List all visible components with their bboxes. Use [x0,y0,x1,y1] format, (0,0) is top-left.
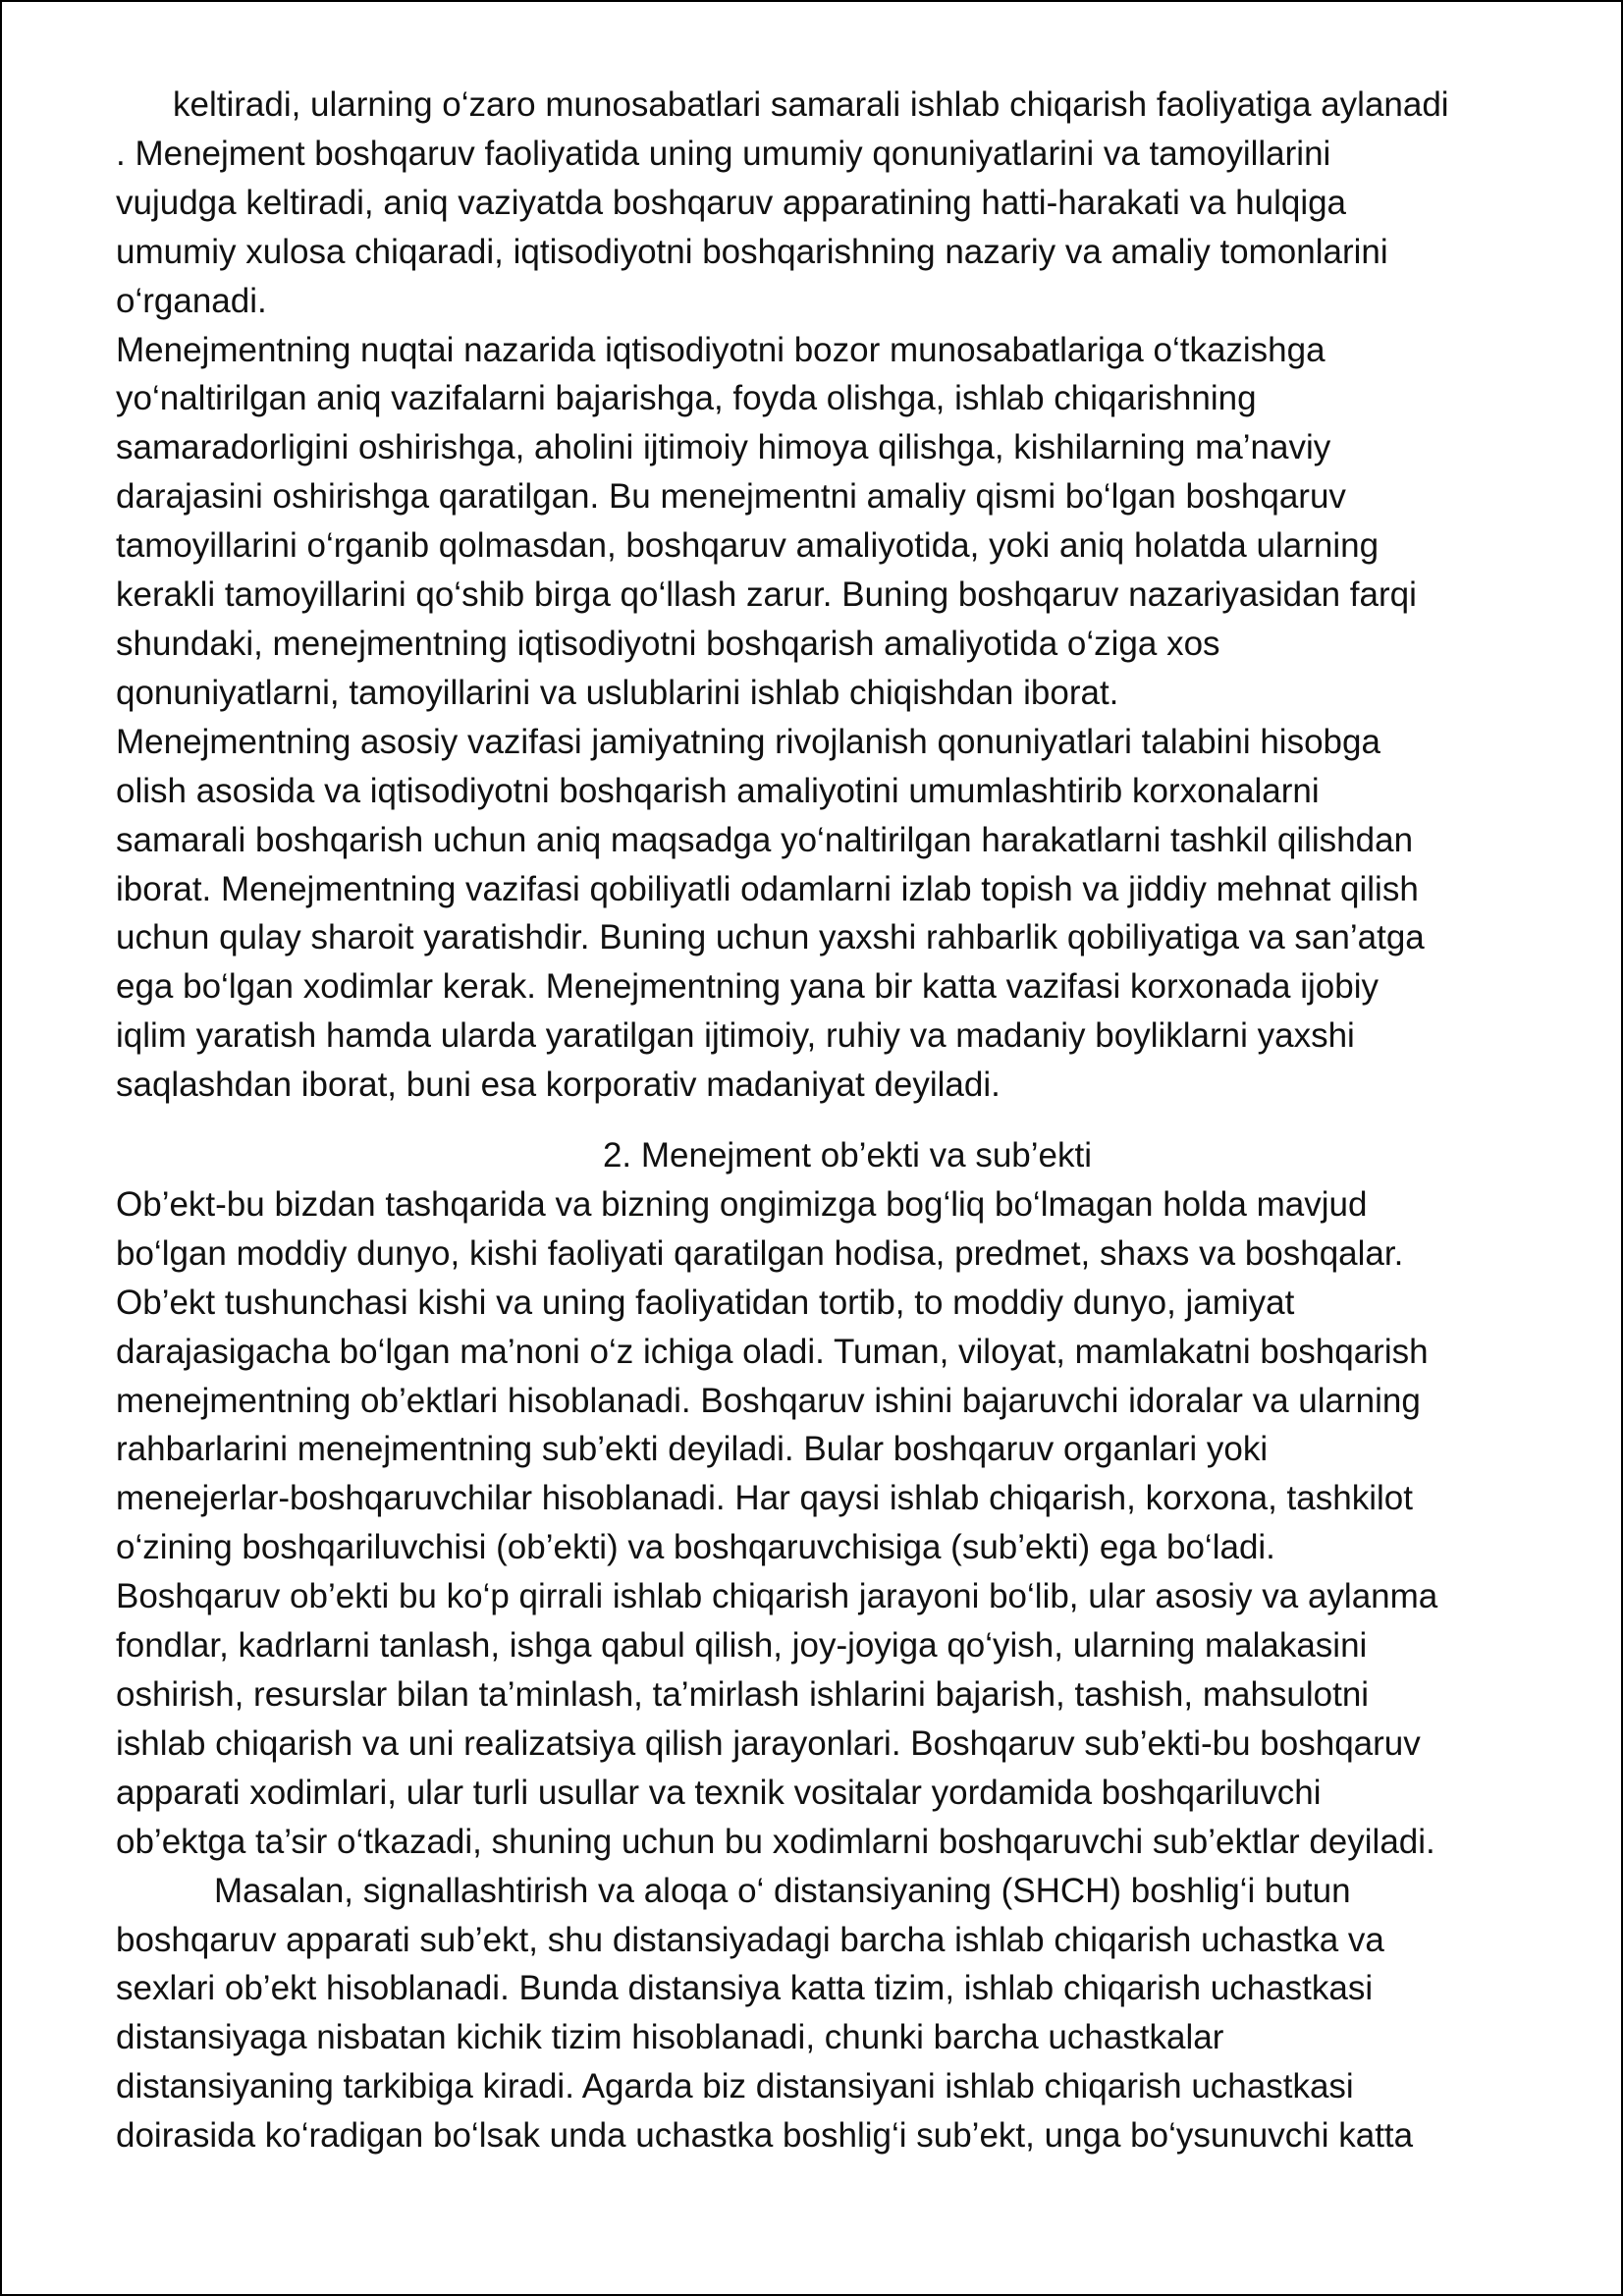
text-line: rahbarlarini menejmentning sub’ekti deyiladi. Bular boshqaruv organlari yoki [116,1430,1269,1469]
text-line: Masalan, signallashtirish va aloqa o‘ distansiyaning (SHCH) boshlig‘i butun [214,1871,1351,1910]
text-line: distansiyaga nisbatan kichik tizim hisoblanadi, chunki barcha uchastkalar [116,2018,1224,2057]
text-line: oshirish, resurslar bilan ta’minlash, ta’mirlash ishlarini bajarish, tashish, mahsulotni [116,1675,1370,1714]
text-line: o‘zining boshqariluvchisi (ob’ekti) va boshqaruvchisiga (sub’ekti) ega bo‘ladi. [116,1528,1275,1567]
text-line: doirasida ko‘radigan bo‘lsak unda uchastka boshlig‘i sub’ekt, unga bo‘ysunuvchi katta [116,2116,1414,2156]
text-line: saqlashdan iborat, buni esa korporativ madaniyat deyiladi. [116,1066,1001,1105]
text-line: qonuniyatlarni, tamoyillarini va uslublarini ishlab chiqishdan iborat. [116,673,1119,712]
text-line: tamoyillarini o‘rganib qolmasdan, boshqaruv amaliyotida, yoki aniq holatda ularning [116,526,1380,566]
text-line: bo‘lgan moddiy dunyo, kishi faoliyati qaratilgan hodisa, predmet, shaxs va boshqalar. [116,1233,1404,1273]
text-line: Boshqaruv ob’ekti bu ko‘p qirrali ishlab chiqarish jarayoni bo‘lib, ular asosiy va aylanma [116,1577,1438,1616]
document-body [116,81,1540,2160]
text-line: Menejmentning asosiy vazifasi jamiyatning rivojlanish qonuniyatlari talabini hisobga [116,722,1380,761]
text-line: vujudga keltiradi, aniq vaziyatda boshqaruv apparatining hatti-harakati va hulqiga [116,183,1347,222]
text-line: samaradorligini oshirishga, aholini ijtimoiy himoya qilishga, kishilarning ma’naviy [116,428,1331,467]
text-line: yo‘naltirilgan aniq vazifalarni bajarishga, foyda olishga, ishlab chiqarishning [116,379,1257,418]
text-line: sexlari ob’ekt hisoblanadi. Bunda distansiya katta tizim, ishlab chiqarish uchastkasi [116,1969,1374,2008]
text-line: ob’ektga ta’sir o‘tkazadi, shuning uchun bu xodimlarni boshqaruvchi sub’ektlar deyiladi. [116,1822,1435,1861]
text-line: darajasini oshirishga qaratilgan. Bu menejmentni amaliy qismi bo‘lgan boshqaruv [116,477,1346,517]
text-line: menejerlar-boshqaruvchilar hisoblanadi. Har qaysi ishlab chiqarish, korxona, tashkilot [116,1479,1413,1518]
text-line: olish asosida va iqtisodiyotni boshqarish amaliyotini umumlashtirib korxonalarni [116,771,1320,810]
text-line: apparati xodimlari, ular turli usullar va texnik vositalar yordamida boshqariluvchi [116,1773,1322,1812]
text-line: umumiy xulosa chiqaradi, iqtisodiyotni boshqarishning nazariy va amaliy tomonlarini [116,232,1388,271]
text-line: ishlab chiqarish va uni realizatsiya qilish jarayonlari. Boshqaruv sub’ekti-bu boshqaruv [116,1723,1421,1763]
text-line: shundaki, menejmentning iqtisodiyotni boshqarish amaliyotida o‘ziga xos [116,624,1220,663]
text-line: kerakli tamoyillarini qo‘shib birga qo‘llash zarur. Buning boshqaruv nazariyasidan farqi [116,575,1417,615]
text-line: iqlim yaratish hamda ularda yaratilgan ijtimoiy, ruhiy va madaniy boyliklarni yaxshi [116,1016,1355,1056]
text-line: samarali boshqarish uchun aniq maqsadga yo‘naltirilgan harakatlarni tashkil qilishdan [116,820,1414,859]
text-line: . Menejment boshqaruv faoliyatida uning umumiy qonuniyatlarini va tamoyillarini [116,134,1331,173]
text-line: boshqaruv apparati sub’ekt, shu distansiyadagi barcha ishlab chiqarish uchastka va [116,1920,1384,1959]
text-line: ega bo‘lgan xodimlar kerak. Menejmentning yana bir katta vazifasi korxonada ijobiy [116,967,1379,1007]
text-line: Menejmentning nuqtai nazarida iqtisodiyotni bozor munosabatlariga o‘tkazishga [116,330,1325,369]
text-line: o‘rganadi. [116,281,267,320]
text-line: distansiyaning tarkibiga kiradi. Agarda biz distansiyani ishlab chiqarish uchastkasi [116,2067,1354,2106]
text-line: fondlar, kadrlarni tanlash, ishga qabul qilish, joy-joyiga qo‘yish, ularning malakasini [116,1626,1368,1666]
text-line: Ob’ekt-bu bizdan tashqarida va bizning ongimizga bog‘liq bo‘lmagan holda mavjud [116,1184,1368,1224]
text-line: Ob’ekt tushunchasi kishi va uning faoliyatidan tortib, to moddiy dunyo, jamiyat [116,1283,1295,1322]
text-line: keltiradi, ularning o‘zaro munosabatlari samarali ishlab chiqarish faoliyatiga aylanadi [173,85,1449,124]
text-line: darajasigacha bo‘lgan ma’noni o‘z ichiga oladi. Tuman, viloyat, mamlakatni boshqarish [116,1332,1429,1371]
text-line: uchun qulay sharoit yaratishdir. Buning uchun yaxshi rahbarlik qobiliyatiga va san’atga [116,918,1425,957]
text-line: menejmentning ob’ektlari hisoblanadi. Boshqaruv ishini bajaruvchi idoralar va ularning [116,1381,1421,1420]
text-line: iborat. Menejmentning vazifasi qobiliyatli odamlarni izlab topish va jiddiy mehnat qilish [116,869,1419,908]
section-heading: 2. Menejment ob’ekti va sub’ekti [602,1136,1093,1175]
